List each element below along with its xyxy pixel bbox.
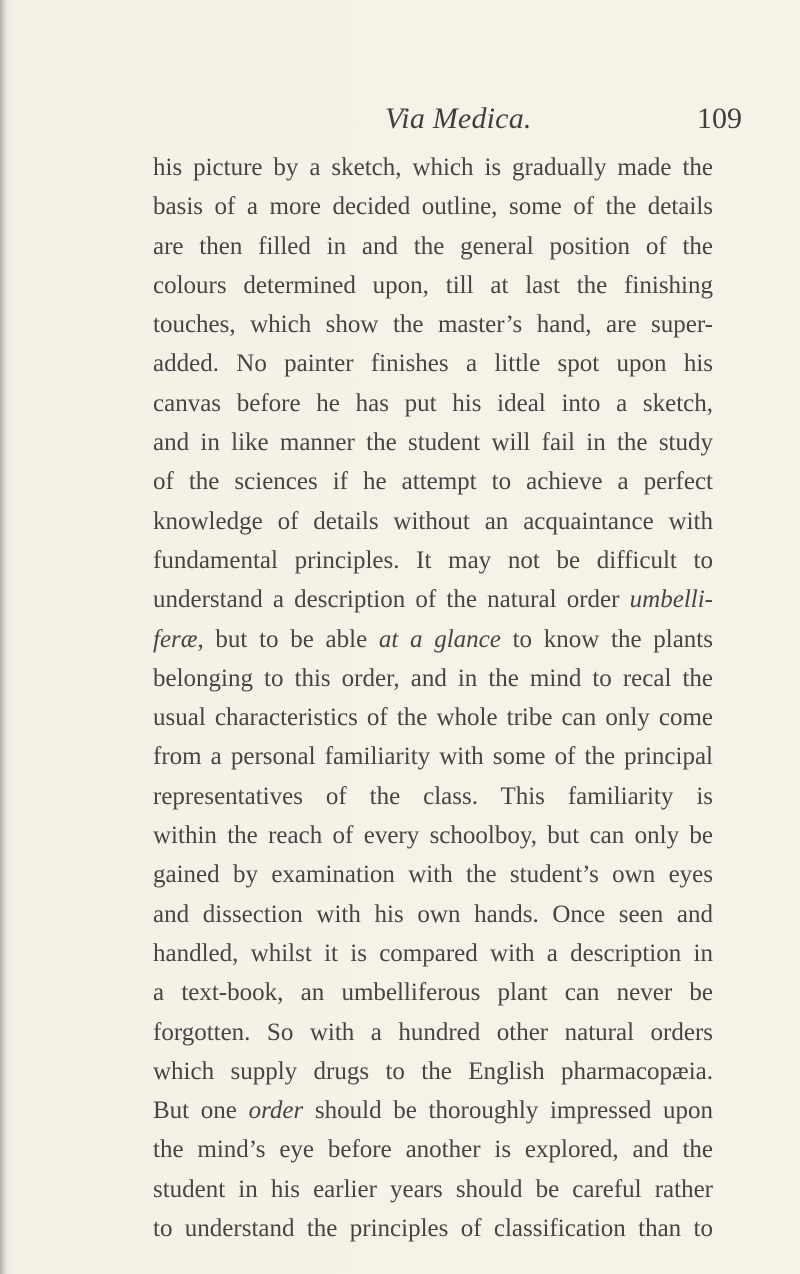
text-segment: and in like manner the student will fail in the study	[153, 429, 713, 457]
text-segment: touches, which show the master’s hand, are super-	[153, 311, 713, 339]
text-line	[153, 580, 713, 619]
page-number: 109	[697, 102, 742, 135]
text-line	[153, 777, 713, 816]
text-segment: and dissection with his own hands. Once seen and	[153, 900, 713, 928]
text-segment: belonging to this order, and in the mind to recal the	[153, 664, 713, 692]
text-line	[153, 934, 713, 973]
text-line	[153, 305, 713, 344]
text-line	[153, 1209, 713, 1248]
text-segment: fundamental principles. It may not be difficult to	[153, 546, 713, 574]
text-line	[153, 266, 713, 305]
text-segment: basis of a more decided outline, some of the details	[153, 193, 713, 221]
text-line	[153, 227, 713, 266]
italic-text: at a glance	[378, 625, 501, 653]
text-line	[153, 1130, 713, 1169]
text-segment: are then filled in and the general position of the	[153, 232, 713, 260]
text-segment: from a personal familiarity with some of the principal	[153, 743, 713, 771]
text-line	[153, 816, 713, 855]
text-line	[153, 973, 713, 1012]
text-segment: handled, whilst it is compared with a description in	[153, 939, 713, 967]
text-line	[153, 855, 713, 894]
italic-text: order	[248, 1097, 304, 1125]
text-line	[153, 1170, 713, 1209]
text-segment: forgotten. So with a hundred other natural orders	[153, 1018, 713, 1046]
text-line	[153, 541, 713, 580]
text-line	[153, 620, 713, 659]
running-title: Via Medica.	[385, 102, 532, 135]
text-segment: canvas before he has put his ideal into a sketch,	[153, 389, 713, 417]
text-segment: knowledge of details without an acquaintance with	[153, 507, 713, 535]
running-head	[0, 102, 800, 142]
italic-text: umbelli-	[629, 586, 713, 614]
italic-text: feræ	[153, 625, 198, 653]
text-segment: of the sciences if he attempt to achieve a perfect	[153, 468, 713, 496]
text-segment: within the reach of every schoolboy, but can only be	[153, 822, 713, 850]
text-line	[153, 659, 713, 698]
text-segment: But one	[153, 1097, 249, 1125]
text-line	[153, 1052, 713, 1091]
text-segment: which supply drugs to the English pharmacopæia.	[153, 1057, 713, 1085]
text-segment: gained by examination with the student’s own eyes	[153, 861, 713, 889]
text-line	[153, 502, 713, 541]
text-line	[153, 1013, 713, 1052]
text-segment: to understand the principles of classification than to	[153, 1215, 713, 1243]
text-line	[153, 698, 713, 737]
text-segment: to know the plants	[500, 625, 713, 653]
text-segment: colours determined upon, till at last the finishing	[153, 271, 713, 299]
text-segment: added. No painter finishes a little spot upon his	[153, 350, 713, 378]
text-line	[153, 1091, 713, 1130]
text-line	[153, 737, 713, 776]
text-segment: usual characteristics of the whole tribe can only come	[153, 704, 713, 732]
text-segment: his picture by a sketch, which is gradually made the	[153, 154, 713, 181]
body-text	[153, 148, 713, 1248]
text-segment: , but to be able	[197, 625, 379, 653]
text-segment: student in his earlier years should be careful rather	[153, 1175, 713, 1203]
text-line	[153, 148, 713, 187]
text-line	[153, 384, 713, 423]
text-line	[153, 344, 713, 383]
text-segment: representatives of the class. This familiarity is	[153, 782, 713, 810]
text-segment: should be thoroughly impressed upon	[303, 1097, 714, 1125]
text-line	[153, 895, 713, 934]
text-segment: the mind’s eye before another is explored, and the	[153, 1136, 713, 1164]
text-line	[153, 187, 713, 226]
text-segment: understand a description of the natural order	[153, 586, 630, 614]
text-line	[153, 462, 713, 501]
text-segment: a text-book, an umbelliferous plant can never be	[153, 979, 713, 1007]
text-line	[153, 423, 713, 462]
